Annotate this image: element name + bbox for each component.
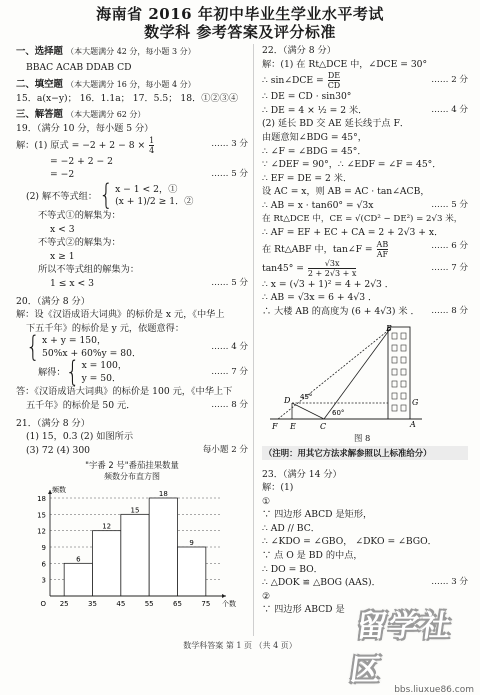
bar-value-label: 12 xyxy=(102,522,112,531)
histogram-bar xyxy=(121,515,149,597)
q22-line-11-text: ∴ AB = x · tan60° = √3x xyxy=(262,199,374,211)
histogram-bar xyxy=(178,547,206,596)
angle-60-label: 60° xyxy=(332,408,345,417)
brace-icon: { xyxy=(26,330,40,364)
q19-line-10 xyxy=(16,277,248,291)
q22-score-3: …… 5 分 xyxy=(431,199,468,210)
q22-frac-num: AB xyxy=(376,239,389,249)
q22-line-13-text: ∴ AF = EF + EC + CA = 2 + 2√3 + x． xyxy=(262,227,444,239)
q22-line-2 xyxy=(262,71,468,90)
q22-line-7: ∴ ∠F = ∠BDG = 45°． xyxy=(262,145,367,157)
q22-score-4: …… 6 分 xyxy=(431,240,468,251)
q19-line-3-text: = −2 xyxy=(50,169,75,181)
q22-line-4 xyxy=(262,104,468,118)
q22-line-11 xyxy=(262,199,468,213)
q19-line-10-text: 1 ≤ x < 3 xyxy=(50,277,94,289)
x-tick-label: 25 xyxy=(59,600,69,609)
section-choice-note: （本大题满分 42 分，每小题 3 分） xyxy=(66,47,196,56)
section-solve-note: （本大题满分 62 分） xyxy=(66,110,146,120)
label-a: A xyxy=(410,419,416,429)
section-fill-note: （本大题满分 16 分，每小题 4 分） xyxy=(66,79,196,89)
q19-line-7: 不等式②的解集为： xyxy=(38,237,121,249)
q21-line-2-text: (3) 72 (4) 300 xyxy=(26,444,91,456)
q23-line-8-text: ∴ △DOK ≌ △BOG (AAS)． xyxy=(262,577,381,589)
q22-score-1: …… 2 分 xyxy=(431,75,468,86)
q19-frac-den: 4 xyxy=(149,145,155,155)
q22-line-2-text: ∴ sin∠DCE = xyxy=(262,75,324,87)
x-axis-arrow-icon xyxy=(222,594,226,598)
q19-line-3 xyxy=(16,168,248,182)
q22-frac-den: CD xyxy=(327,81,341,91)
q20-line-2: 下五千年》的标价是 y 元，依题意得： xyxy=(26,322,185,334)
y-tick-label: 18 xyxy=(37,495,46,504)
histogram-svg xyxy=(16,484,248,614)
brace-icon: { xyxy=(65,355,80,389)
q20-line-6-text: 五千年》的标价是 50 元． xyxy=(26,399,136,411)
bar-value-label: 15 xyxy=(130,506,140,515)
bar-value-label: 18 xyxy=(158,490,168,499)
x-tick-label: 65 xyxy=(173,600,182,609)
label-b: B xyxy=(386,323,392,333)
q19-line-9: 所以不等式组的解集为： xyxy=(38,264,140,276)
q23-line-1: 解：(1) xyxy=(262,482,294,494)
q21-line-2 xyxy=(16,444,248,458)
q22-line-8: ∵ ∠DEF = 90°，∴ ∠EDF = ∠F = 45°． xyxy=(262,159,442,171)
watermark-url: bbs.liuxue86.com xyxy=(394,685,474,695)
q19-score-2: …… 5 分 xyxy=(211,169,248,180)
q22-line-18 xyxy=(262,305,468,319)
q23-score-1: …… 3 分 xyxy=(431,577,468,588)
q19-fraction xyxy=(149,136,154,155)
q20-line-1: 解：设《汉语成语大词典》的标价是 x 元，《中华上 xyxy=(16,309,225,321)
q21-score: 每小题 2 分 xyxy=(202,444,248,455)
histogram-bar xyxy=(64,564,92,597)
q21-line-1: (1) 15，0.3 (2) 如图所示 xyxy=(26,431,134,443)
q22-frac-den: AF xyxy=(376,249,389,259)
q19-system-lead: (2) 解不等式组： xyxy=(26,190,98,202)
q20-solution-lead: 解得： xyxy=(38,367,66,379)
q23-line-9: ② xyxy=(262,590,271,602)
q22-line-15-text: tan45° = xyxy=(262,262,304,274)
q20-score-1: …… 4 分 xyxy=(211,342,248,353)
histogram-bar xyxy=(149,498,177,596)
x-tick-label: 55 xyxy=(144,600,154,609)
section-choice-heading xyxy=(16,44,248,59)
histogram-chart xyxy=(16,484,248,614)
q22-line-9: ∴ EF = DE = 2 米． xyxy=(262,172,353,184)
q20-solution-line-1: x = 100， xyxy=(81,360,128,372)
brace-icon: { xyxy=(99,179,114,213)
bar-value-label: 9 xyxy=(189,539,194,548)
q23-line-2: ① xyxy=(262,495,271,507)
q20-solution-lines xyxy=(82,360,127,385)
q23-line-7: ∴ DO = BO． xyxy=(262,563,323,575)
q22-frac-num: √3x xyxy=(308,259,356,269)
q22-line-1: 解：(1) 在 Rt△DCE 中，∠DCE = 30° xyxy=(262,58,428,70)
q22-line-14-text: 在 Rt△ABF 中，tan∠F = xyxy=(262,243,373,255)
figure-8 xyxy=(262,323,468,433)
q22-line-17: ∴ AB = √3x = 6 + 4√3 ． xyxy=(262,292,378,304)
histogram-bar xyxy=(93,531,121,596)
q23-line-10: ∵ 四边形 ABCD 是 xyxy=(262,604,345,616)
choice-answers: BBAC ACAB DDAB CD xyxy=(26,62,132,73)
q19-system-lines xyxy=(115,184,193,209)
q19-line-5: 不等式①的解集为： xyxy=(38,209,121,221)
q22-line-4-text: ∴ DE = 4 × ½ = 2 米． xyxy=(262,104,368,116)
q22-sin-fraction xyxy=(328,71,341,90)
q22-line-16: ∴ x = (√3 + 1)² = 4 + 2√3 ． xyxy=(262,278,394,290)
origin-label: O xyxy=(40,600,46,609)
x-axis-label: 个数 xyxy=(222,600,236,609)
label-e: E xyxy=(290,421,296,431)
q19-inequality-system xyxy=(16,179,248,213)
section-choice-title: 一、选择题 xyxy=(16,46,63,57)
column-divider xyxy=(253,44,254,636)
q19-system-line-2: (x + 1)/2 ≥ 1．② xyxy=(115,196,194,208)
q22-line-5: (2) 延长 BD 交 AE 延长线于点 F． xyxy=(262,118,410,130)
q20-score-2: …… 7 分 xyxy=(211,367,248,378)
q20-solution-line-2: y = 50． xyxy=(81,372,122,384)
grading-note: （注明：用其它方法求解参照以上标准给分） xyxy=(262,446,468,460)
x-tick-label: 45 xyxy=(116,600,126,609)
q20-line-6 xyxy=(16,399,248,413)
y-tick-label: 15 xyxy=(37,511,46,520)
q19-system-line-1: x − 1 < 2，① xyxy=(115,183,178,195)
q22-line-15 xyxy=(262,259,468,278)
q19-line-6: x < 3 xyxy=(50,223,75,235)
x-tick-label: 35 xyxy=(88,600,97,609)
q19-score-1: …… 3 分 xyxy=(211,138,248,149)
slope-line xyxy=(292,403,324,419)
q22-tan45-fraction xyxy=(308,259,356,278)
left-column xyxy=(16,44,248,614)
chart-title: "宇番 2 号"番茄挂果数量 xyxy=(85,460,179,471)
right-column xyxy=(262,44,468,617)
q22-tan-fraction xyxy=(377,240,389,259)
q19-line-8: x ≥ 1 xyxy=(50,250,75,262)
q23-heading: 23．（满分 14 分） xyxy=(262,468,342,480)
q22-score-2: …… 4 分 xyxy=(431,104,468,115)
y-axis-label: 频数 xyxy=(52,486,66,495)
watermark-logo xyxy=(347,601,474,695)
q22-heading: 22．（满分 8 分） xyxy=(262,45,336,56)
y-tick-label: 3 xyxy=(41,576,46,585)
building-diagram xyxy=(262,323,468,433)
q20-line-5: 答：《汉语成语大词典》的标价是 100 元，《中华上下 xyxy=(16,386,233,398)
label-g: G xyxy=(412,397,419,407)
y-tick-label: 9 xyxy=(41,544,46,553)
q19-line-1 xyxy=(16,136,248,155)
q22-line-10: 设 AC = x，则 AB = AC · tan∠ACB， xyxy=(262,186,430,198)
section-fill-heading xyxy=(16,77,248,92)
exam-title: 海南省 2016 年初中毕业生学业水平考试 xyxy=(96,5,384,23)
q23-line-5: ∴ ∠KDO = ∠GBO， ∠DKO = ∠BGO． xyxy=(262,536,437,548)
q20-solution xyxy=(16,355,248,389)
q20-system-line-1: x + y = 150， xyxy=(42,335,107,347)
y-tick-label: 12 xyxy=(37,527,46,536)
exam-subtitle: 数学科 参考答案及评分标准 xyxy=(144,23,336,41)
section-solve-title: 三、解答题 xyxy=(16,109,63,121)
q23-line-3: ∵ 四边形 ABCD 是矩形， xyxy=(262,509,373,521)
watermark-text: 留学社区 xyxy=(347,609,456,688)
q19-frac-num: 1 xyxy=(149,135,155,145)
q22-line-3: ∴ DE = CD · sin30° xyxy=(262,91,352,103)
q22-line-12: 在 Rt△DCE 中，CE = √(CD² − DE²) = 2√3 米， xyxy=(262,213,463,224)
q22-line-6: 由题意知∠BDG = 45°， xyxy=(262,131,367,143)
q22-frac-num: DE xyxy=(327,71,341,81)
q19-line-2: = −2 + 2 − 2 xyxy=(50,155,113,167)
page-footer: 数学科答案 第 1 页 （共 4 页） xyxy=(183,641,297,650)
section-fill-title: 二、填空题 xyxy=(16,78,63,90)
q23-line-8 xyxy=(262,576,468,590)
label-f: F xyxy=(272,421,278,431)
q19-score-3: …… 5 分 xyxy=(211,277,248,288)
q22-frac-den: 2 + 2√3 + x xyxy=(307,268,357,278)
q20-system-lines xyxy=(42,335,141,360)
fill-answers: 15．a(x−y)； 16．1.1a； 17．5.5； 18．①②③④ xyxy=(16,92,239,104)
q20-equation-system xyxy=(16,330,248,364)
figure-caption: 图 8 xyxy=(354,432,371,443)
angle-45-label: 45° xyxy=(300,392,313,401)
q22-score-6: …… 8 分 xyxy=(431,305,468,316)
q23-line-4: ∴ AD // BC． xyxy=(262,522,320,534)
label-d: D xyxy=(284,395,291,405)
bar-value-label: 6 xyxy=(76,555,81,564)
q22-score-5: …… 7 分 xyxy=(431,262,468,273)
q22-line-18-text: ∴ 大楼 AB 的高度为 (6 + 4√3) 米 ． xyxy=(262,305,420,317)
q19-heading: 19．（满分 10 分，每小题 5 分） xyxy=(16,123,154,135)
q21-heading: 21．（满分 8 分） xyxy=(16,417,90,429)
building-outline xyxy=(388,327,410,419)
q20-score-3: …… 8 分 xyxy=(211,399,248,410)
q20-system-line-2: 50%x + 60%y = 80． xyxy=(42,347,142,359)
spacer xyxy=(262,460,468,468)
label-c: C xyxy=(320,421,327,431)
building-windows xyxy=(392,333,406,411)
chart-subtitle: 频数分布直方图 xyxy=(104,472,160,482)
q23-line-6: ∵ 点 O 是 BD 的中点， xyxy=(262,550,363,562)
y-tick-label: 6 xyxy=(41,560,46,569)
q19-line-1-text: 解：(1) 原式 = −2 + 2 − 8 × xyxy=(16,139,146,151)
section-solve-heading xyxy=(16,107,248,122)
x-tick-label: 75 xyxy=(201,600,211,609)
q20-heading: 20．（满分 8 分） xyxy=(16,295,90,307)
